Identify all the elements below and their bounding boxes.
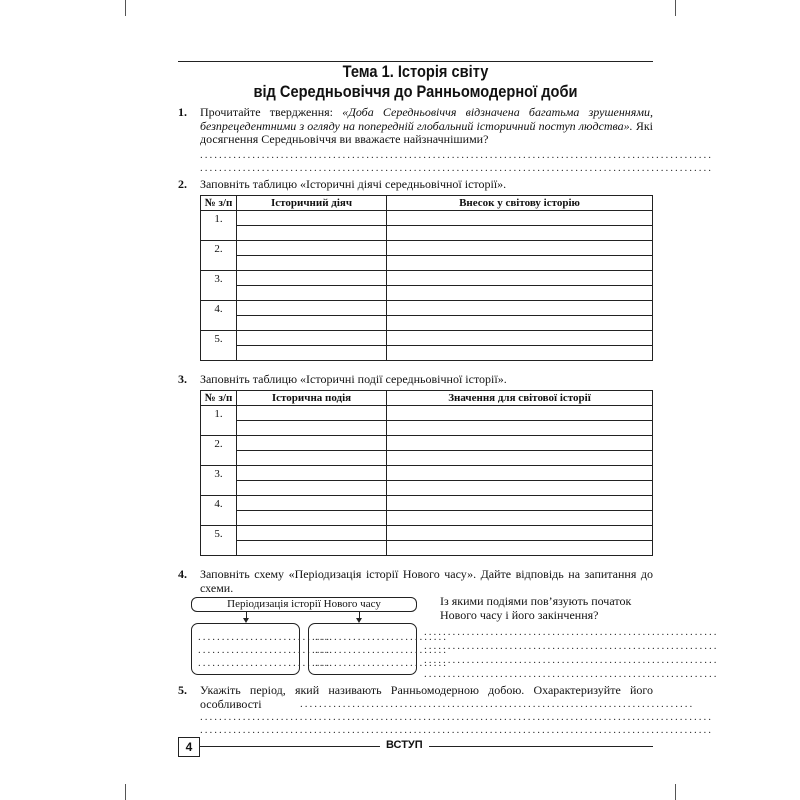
table-historical-events xyxy=(200,390,653,556)
task-text: Заповніть таблицю «Історичні події середньовічної історії». xyxy=(200,372,507,386)
crop-mark xyxy=(125,784,126,800)
table-row xyxy=(201,241,653,256)
contribution-cell[interactable] xyxy=(387,271,653,286)
task-4 xyxy=(178,568,653,595)
column-header: № з/п xyxy=(201,196,237,211)
event-cell[interactable] xyxy=(237,481,387,496)
title-line-1: Тема 1. Історія світу xyxy=(342,62,489,81)
event-cell[interactable] xyxy=(237,541,387,556)
crop-mark xyxy=(675,0,676,16)
table-row xyxy=(201,526,653,541)
figure-cell[interactable] xyxy=(237,226,387,241)
answer-line[interactable]: .............................................................. xyxy=(424,668,719,680)
row-number: 3. xyxy=(201,271,237,301)
significance-cell[interactable] xyxy=(387,451,653,466)
figure-cell[interactable] xyxy=(237,241,387,256)
task-number: 4. xyxy=(178,567,187,581)
event-cell[interactable] xyxy=(237,406,387,421)
task-text: Прочитайте твердження: «Доба Середньовіччя відзначена багатьма зрушеннями, безпрецедентними з огляду на попередній глобальний історичний поступ людства». Які досягнення Середньовіччя ви вважаєте найзначнішими? xyxy=(200,105,653,146)
figure-cell[interactable] xyxy=(237,301,387,316)
task-text: Заповніть таблицю «Історичні діячі середньовічної історії». xyxy=(200,177,507,191)
task-number: 1. xyxy=(178,105,187,119)
column-header: Історичний діяч xyxy=(237,196,387,211)
significance-cell[interactable] xyxy=(387,406,653,421)
row-number: 1. xyxy=(201,406,237,436)
column-header: Значення для світової історії xyxy=(387,391,653,406)
event-cell[interactable] xyxy=(237,496,387,511)
task-number: 3. xyxy=(178,372,187,386)
contribution-cell[interactable] xyxy=(387,256,653,271)
task-2 xyxy=(178,178,653,192)
event-cell[interactable] xyxy=(237,421,387,436)
contribution-cell[interactable] xyxy=(387,301,653,316)
crop-mark xyxy=(125,0,126,16)
significance-cell[interactable] xyxy=(387,511,653,526)
page-number: 4 xyxy=(178,737,200,757)
section-label: ВСТУП xyxy=(380,739,429,751)
contribution-cell[interactable] xyxy=(387,211,653,226)
significance-cell[interactable] xyxy=(387,481,653,496)
contribution-cell[interactable] xyxy=(387,226,653,241)
figure-cell[interactable] xyxy=(237,256,387,271)
table-row xyxy=(201,331,653,346)
page-title xyxy=(211,62,620,102)
figure-cell[interactable] xyxy=(237,211,387,226)
answer-line[interactable]: ............................................................................................................ xyxy=(200,711,713,723)
table-row xyxy=(201,211,653,226)
task-number: 2. xyxy=(178,177,187,191)
significance-cell[interactable] xyxy=(387,421,653,436)
contribution-cell[interactable] xyxy=(387,241,653,256)
contribution-cell[interactable] xyxy=(387,316,653,331)
answer-line[interactable]: .............................................................. xyxy=(424,626,719,638)
significance-cell[interactable] xyxy=(387,526,653,541)
event-cell[interactable] xyxy=(237,466,387,481)
title-line-2: від Середньовіччя до Ранньомодерної доби xyxy=(253,82,578,101)
row-number: 2. xyxy=(201,436,237,466)
task-text: Заповніть схему «Періодизація історії Нового часу». Дайте відповідь на запитання до схеми. xyxy=(200,567,653,595)
row-number: 3. xyxy=(201,466,237,496)
column-header: Внесок у світову історію xyxy=(387,196,653,211)
figure-cell[interactable] xyxy=(237,331,387,346)
answer-line[interactable]: ............................................................................................................ xyxy=(200,149,713,161)
event-cell[interactable] xyxy=(237,526,387,541)
schema-heading: Періодизація історії Нового часу xyxy=(191,597,417,612)
event-cell[interactable] xyxy=(237,451,387,466)
figure-cell[interactable] xyxy=(237,316,387,331)
schema-question: Із якими подіями пов’язують початок Нового часу і його закінчення? xyxy=(440,594,632,622)
schema-answer-line[interactable]: ............................ xyxy=(315,657,448,669)
answer-line[interactable]: ................................................................................... xyxy=(300,698,695,710)
column-header: Історична подія xyxy=(237,391,387,406)
schema-answer-line[interactable]: ............................ xyxy=(198,657,331,669)
row-number: 5. xyxy=(201,526,237,556)
schema-answer-line[interactable]: ............................ xyxy=(315,631,448,643)
row-number: 4. xyxy=(201,496,237,526)
answer-line[interactable]: ............................................................................................................ xyxy=(200,162,713,174)
answer-line[interactable]: .............................................................. xyxy=(424,640,719,652)
table-historical-figures xyxy=(200,195,653,361)
table-row xyxy=(201,406,653,421)
significance-cell[interactable] xyxy=(387,496,653,511)
figure-cell[interactable] xyxy=(237,271,387,286)
task-1 xyxy=(178,106,653,147)
table-row xyxy=(201,496,653,511)
table-row xyxy=(201,436,653,451)
column-header: № з/п xyxy=(201,391,237,406)
significance-cell[interactable] xyxy=(387,466,653,481)
task-3 xyxy=(178,373,653,387)
row-number: 5. xyxy=(201,331,237,361)
contribution-cell[interactable] xyxy=(387,346,653,361)
schema-answer-line[interactable]: ............................ xyxy=(315,644,448,656)
figure-cell[interactable] xyxy=(237,346,387,361)
significance-cell[interactable] xyxy=(387,541,653,556)
table-row xyxy=(201,466,653,481)
figure-cell[interactable] xyxy=(237,286,387,301)
event-cell[interactable] xyxy=(237,511,387,526)
answer-line[interactable]: .............................................................. xyxy=(424,654,719,666)
schema-answer-line[interactable]: ............................ xyxy=(198,631,331,643)
task-text: Укажіть період, який називають Ранньомодерною добою. Охарактеризуйте його особливості xyxy=(200,683,653,711)
task-number: 5. xyxy=(178,683,187,697)
task-quote: «Доба Середньовіччя відзначена багатьма зрушеннями, безпрецедентними з огляду на попередній глобальний історичний поступ людства». xyxy=(200,105,653,133)
table-row xyxy=(201,271,653,286)
answer-line[interactable]: ............................................................................................................ xyxy=(200,724,713,736)
row-number: 4. xyxy=(201,301,237,331)
row-number: 2. xyxy=(201,241,237,271)
significance-cell[interactable] xyxy=(387,436,653,451)
crop-mark xyxy=(675,784,676,800)
row-number: 1. xyxy=(201,211,237,241)
schema-answer-line[interactable]: ............................ xyxy=(198,644,331,656)
contribution-cell[interactable] xyxy=(387,331,653,346)
event-cell[interactable] xyxy=(237,436,387,451)
contribution-cell[interactable] xyxy=(387,286,653,301)
table-row xyxy=(201,301,653,316)
